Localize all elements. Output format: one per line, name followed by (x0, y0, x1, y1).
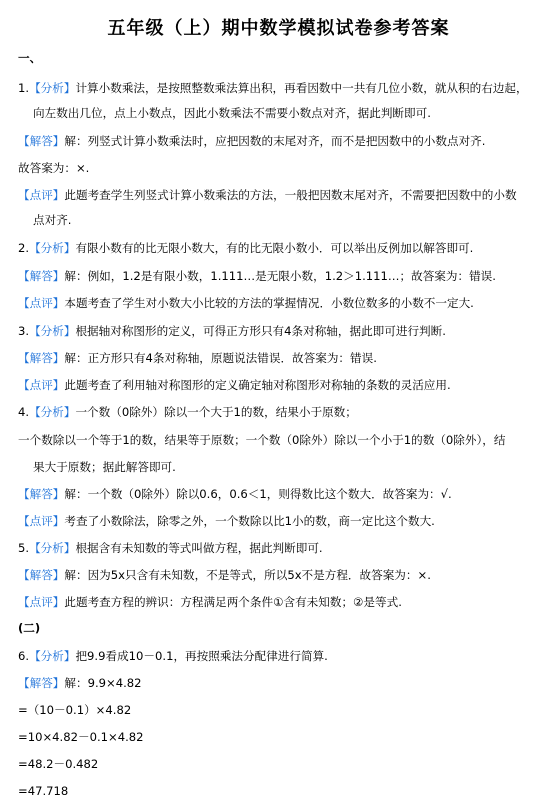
q1-analysis (18, 80, 528, 96)
solution-text: 解：列竖式计算小数乘法时，应把因数的末尾对齐，而不是把因数中的小数点对齐. (64, 134, 486, 148)
comment-text: 此题考查学生列竖式计算小数乘法的方法，一般把因数末尾对齐，不需要把因数中的小数 (64, 188, 517, 202)
analysis-tag: 【分析】 (29, 405, 76, 419)
comment-tag: 【点评】 (18, 378, 65, 392)
solution-text: 解：因为5x只含有未知数，不是等式，所以5x不是方程．故答案为：×. (64, 568, 431, 582)
solution-text: 解：例如，1.2是有限小数，1.111…是无限小数，1.2＞1.111…；故答案为：错误. (64, 269, 496, 283)
analysis-text: 计算小数乘法，是按照整数乘法算出积，再看因数中一共有几位小数，就从积的右边起， (75, 81, 528, 95)
q4-comment (18, 513, 435, 529)
page-title: 五年级（上）期中数学模拟试卷参考答案 (107, 18, 450, 39)
question-number: 1. (18, 81, 30, 95)
q5-analysis (18, 540, 323, 556)
comment-tag: 【点评】 (18, 188, 65, 202)
comment-text: 此题考查方程的辨识：方程满足两个条件①含有未知数；②是等式. (64, 595, 402, 609)
solution-tag: 【解答】 (18, 269, 65, 283)
solution-tag: 【解答】 (18, 568, 65, 582)
q6-solution (18, 675, 142, 691)
q6-step-4: =47.718 (18, 784, 69, 798)
q4-analysis-cont-2: 果大于原数；据此解答即可. (33, 460, 176, 474)
solution-text: 解：9.9×4.82 (64, 676, 142, 690)
q2-comment (18, 295, 474, 311)
comment-tag: 【点评】 (18, 514, 65, 528)
q6-step-1: =（10－0.1）×4.82 (18, 703, 132, 717)
q3-solution (18, 350, 377, 366)
comment-tag: 【点评】 (18, 595, 65, 609)
comment-tag: 【点评】 (18, 296, 65, 310)
q4-analysis-cont: 一个数除以一个等于1的数，结果等于原数；一个数（0除外）除以一个小于1的数（0除外），结 (18, 433, 506, 447)
analysis-text: 根据含有未知数的等式叫做方程，据此判断即可. (75, 541, 323, 555)
comment-text: 考查了小数除法，除零之外，一个数除以比1小的数，商一定比这个数大. (64, 514, 435, 528)
analysis-text: 根据轴对称图形的定义，可得正方形只有4条对称轴，据此即可进行判断. (75, 324, 446, 338)
question-number: 4. (18, 405, 30, 419)
analysis-tag: 【分析】 (29, 81, 76, 95)
q5-comment (18, 594, 402, 610)
comment-text: 此题考查了利用轴对称图形的定义确定轴对称图形对称轴的条数的灵活应用. (64, 378, 451, 392)
analysis-text: 把9.9看成10－0.1，再按照乘法分配律进行简算. (75, 649, 328, 663)
q3-analysis (18, 323, 446, 339)
q1-comment (18, 187, 517, 203)
q6-step-3: =48.2－0.482 (18, 757, 99, 771)
section-heading-1: 一、 (18, 51, 42, 65)
q4-analysis (18, 404, 357, 420)
q6-analysis (18, 648, 328, 664)
solution-tag: 【解答】 (18, 134, 65, 148)
analysis-tag: 【分析】 (29, 649, 76, 663)
analysis-tag: 【分析】 (29, 541, 76, 555)
q5-solution (18, 567, 431, 583)
solution-text: 解：正方形只有4条对称轴，原题说法错误．故答案为：错误. (64, 351, 377, 365)
solution-tag: 【解答】 (18, 351, 65, 365)
q1-comment-cont: 点对齐. (33, 213, 72, 227)
q2-solution (18, 268, 496, 284)
q1-solution (18, 133, 485, 149)
question-number: 3. (18, 324, 30, 338)
question-number: 5. (18, 541, 30, 555)
comment-text: 本题考查了学生对小数大小比较的方法的掌握情况．小数位数多的小数不一定大. (64, 296, 474, 310)
q4-solution (18, 486, 452, 502)
q2-analysis (18, 240, 473, 256)
q3-comment (18, 377, 451, 393)
question-number: 6. (18, 649, 30, 663)
analysis-tag: 【分析】 (29, 324, 76, 338)
analysis-tag: 【分析】 (29, 241, 76, 255)
section-heading-2: (二) (18, 621, 41, 635)
q1-analysis-cont: 向左数出几位，点上小数点，因此小数乘法不需要小数点对齐，据此判断即可. (33, 106, 431, 120)
analysis-text: 一个数（0除外）除以一个大于1的数，结果小于原数； (75, 405, 357, 419)
solution-tag: 【解答】 (18, 487, 65, 501)
analysis-text: 有限小数有的比无限小数大，有的比无限小数小．可以举出反例加以解答即可. (75, 241, 474, 255)
solution-text: 解：一个数（0除外）除以0.6，0.6＜1，则得数比这个数大．故答案为：√. (64, 487, 452, 501)
q1-answer: 故答案为：×. (18, 161, 90, 175)
solution-tag: 【解答】 (18, 676, 65, 690)
question-number: 2. (18, 241, 30, 255)
q6-step-2: =10×4.82－0.1×4.82 (18, 730, 144, 744)
